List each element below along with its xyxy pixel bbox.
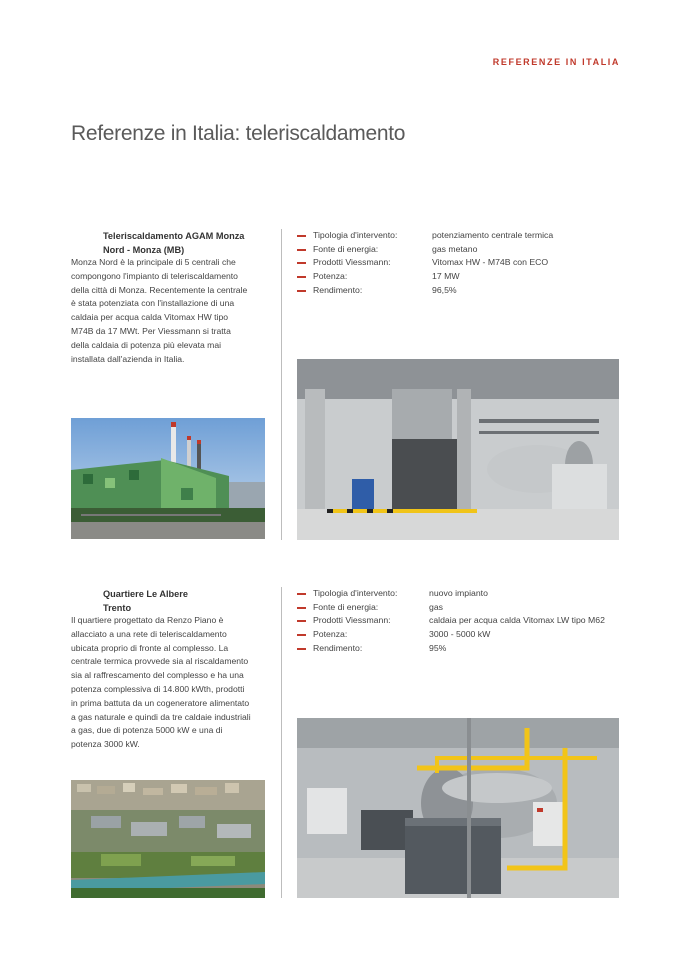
spec-label: Potenza: <box>313 271 348 282</box>
plant-exterior-photo <box>71 418 265 539</box>
dash-bullet <box>297 235 306 237</box>
description-line: a gas naturale e quindi da tre caldaie industriali <box>71 711 251 722</box>
spec-label: Fonte di energia: <box>313 601 379 612</box>
dash-bullet <box>297 262 306 264</box>
spec-row <box>297 256 627 270</box>
aerial-district-photo <box>71 780 265 898</box>
spec-row <box>297 601 627 615</box>
description-line: a gas, due di potenza 5000 kW e una di <box>71 725 223 736</box>
description-line: M74B da 17 MWt. Per Viessmann si tratta <box>71 325 231 336</box>
title-line: Trento <box>103 603 132 613</box>
spec-label: Tipologia d'intervento: <box>313 588 398 598</box>
dash-bullet <box>297 634 306 636</box>
spec-row <box>297 229 627 243</box>
title-line: Quartiere Le Albere <box>103 589 188 599</box>
spec-row <box>297 614 627 628</box>
spec-label: Rendimento: <box>313 284 363 295</box>
dash-bullet <box>297 607 306 609</box>
page-title: Referenze in Italia: teleriscaldamento <box>71 122 406 145</box>
description-line: allacciato a una rete di teleriscaldamento <box>71 628 227 639</box>
dash-bullet <box>297 276 306 278</box>
description-line: della caldaia di potenza più elevata mai <box>71 339 222 350</box>
reference-2-description <box>71 614 267 752</box>
reference-1-specs <box>297 229 627 297</box>
description-line: Monza Nord è la principale di 5 centrali che <box>71 257 236 267</box>
spec-label: Prodotti Viessmann: <box>313 257 391 268</box>
column-divider <box>281 587 282 898</box>
description-line: è stata potenziata con l'installazione di una <box>71 298 235 309</box>
spec-row <box>297 628 627 642</box>
description-line: caldaia per acqua calda Vitomax HW tipo <box>71 312 228 323</box>
spec-value: gas <box>429 601 444 612</box>
spec-value: 96,5% <box>432 284 457 295</box>
spec-label: Tipologia d'intervento: <box>313 230 398 240</box>
boiler-room-yellow-pipes-photo <box>297 718 619 898</box>
spec-label: Fonte di energia: <box>313 243 379 254</box>
spec-value: Vitomax HW - M74B con ECO <box>432 257 549 268</box>
description-line: sia al raffrescamento del complesso e ha una <box>71 670 244 681</box>
description-line: centrale termica provvede sia al riscaldamento <box>71 656 249 667</box>
spec-row <box>297 284 627 298</box>
reference-2-specs <box>297 587 627 655</box>
dash-bullet <box>297 249 306 251</box>
boiler-room-photo <box>297 359 619 540</box>
spec-value: 95% <box>429 642 447 653</box>
reference-1-title <box>103 229 244 257</box>
description-line: della città di Monza. Recentemente la centrale <box>71 284 248 295</box>
description-line: installata dall'azienda in Italia. <box>71 353 185 364</box>
spec-row <box>297 642 627 656</box>
dash-bullet <box>297 290 306 292</box>
reference-1-description <box>71 256 267 366</box>
description-line: potenza 3000 kW. <box>71 739 140 750</box>
spec-value: 17 MW <box>432 271 460 282</box>
reference-2-title <box>103 587 188 615</box>
spec-row <box>297 243 627 257</box>
spec-row <box>297 270 627 284</box>
spec-row <box>297 587 627 601</box>
dash-bullet <box>297 593 306 595</box>
description-line: in prima battuta da un cogeneratore alimentato <box>71 697 250 708</box>
description-line: Il quartiere progettato da Renzo Piano è <box>71 615 224 625</box>
column-divider <box>281 229 282 540</box>
title-line: Teleriscaldamento AGAM Monza <box>103 231 245 241</box>
spec-value: 3000 - 5000 kW <box>429 629 491 640</box>
dash-bullet <box>297 648 306 650</box>
spec-label: Potenza: <box>313 629 348 640</box>
section-label: REFERENZE IN ITALIA <box>492 57 620 67</box>
description-line: ubicata proprio di fronte al complesso. La <box>71 642 229 653</box>
description-line: compongono l'impianto di teleriscaldamento <box>71 270 238 281</box>
spec-label: Rendimento: <box>313 642 363 653</box>
title-line: Nord - Monza (MB) <box>103 245 185 255</box>
spec-value: nuovo impianto <box>429 588 488 598</box>
dash-bullet <box>297 620 306 622</box>
spec-value: potenziamento centrale termica <box>432 230 554 240</box>
spec-value: caldaia per acqua calda Vitomax LW tipo M62 <box>429 615 605 626</box>
spec-value: gas metano <box>432 243 478 254</box>
spec-label: Prodotti Viessmann: <box>313 615 391 626</box>
description-line: potenza complessiva di 14.800 kWth, prodotti <box>71 683 245 694</box>
